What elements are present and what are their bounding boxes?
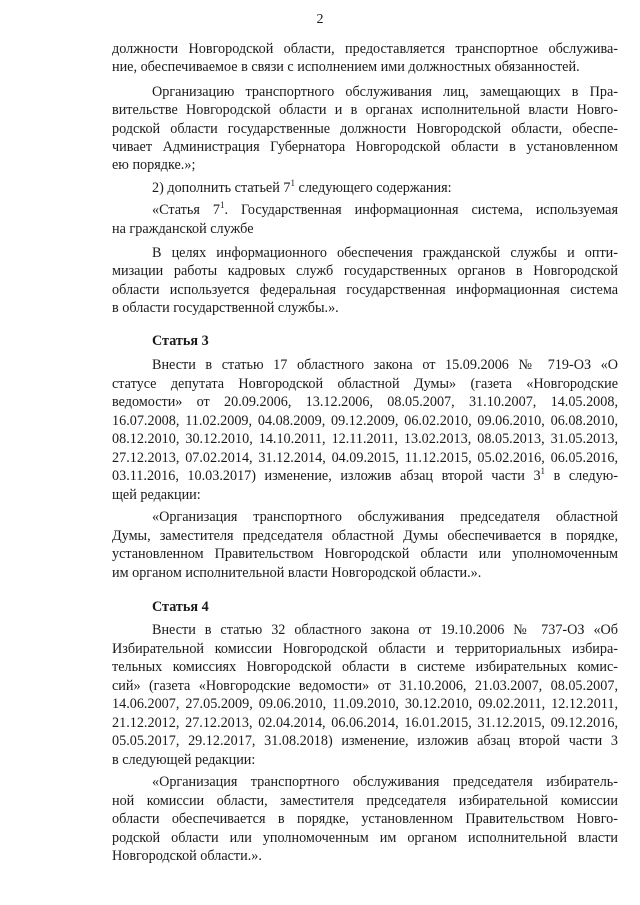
text-line: ведомости» от 20.09.2006, 13.12.2006, 08.05.2007, 31.10.2007, 14.05.2008, xyxy=(112,394,618,410)
quote-line: установленном Правительством Новгородской области или уполномоченным xyxy=(112,546,618,562)
quote-line: «Организация транспортного обслуживания председателя избиратель- xyxy=(152,774,618,790)
quote-line: «Организация транспортного обслуживания председателя областной xyxy=(152,509,618,525)
text-line: Организацию транспортного обслуживания лиц, замещающих в Пра- xyxy=(152,84,618,100)
quote-line: области обеспечивается в порядке, установленном Правительством Новго- xyxy=(112,811,618,827)
article-title-line: на гражданской службе xyxy=(112,221,254,237)
quote-line: ной комиссии области, заместителя председателя избирательной комиссии xyxy=(112,793,618,809)
text-line: должности Новгородской области, предоставляется транспортное обслужива- xyxy=(112,41,618,57)
text-line: области используется федеральная государственная информационная система xyxy=(112,282,618,298)
text-line: родской области государственные должности Новгородской области, обеспе- xyxy=(112,121,618,137)
article-3-heading: Статья 3 xyxy=(152,333,209,349)
text-line: 05.05.2017, 29.12.2017, 31.08.2018) изменение, изложив абзац второй части 3 xyxy=(112,733,618,749)
text-line: 08.12.2010, 30.12.2010, 14.10.2011, 12.11.2011, 13.02.2013, 08.05.2013, 31.05.2013, xyxy=(112,431,618,447)
text-line: ние, обеспечиваемое в связи с исполнением ими должностных обязанностей. xyxy=(112,59,580,75)
text-line: в следующей редакции: xyxy=(112,752,256,768)
text-line: 21.12.2012, 27.12.2013, 02.04.2014, 06.06.2014, 16.01.2015, 31.12.2015, 09.12.2016, xyxy=(112,715,618,731)
quote-line: им органом исполнительной власти Новгородской области.». xyxy=(112,565,482,581)
page-number: 2 xyxy=(316,12,324,27)
text-line: щей редакции: xyxy=(112,487,201,503)
text-line: чивает Администрация Губернатора Новгородской области в установленном xyxy=(112,139,618,155)
text-line: Внести в статью 32 областного закона от 19.10.2006 № 737-ОЗ «Об xyxy=(152,622,618,638)
article-4-heading: Статья 4 xyxy=(152,599,209,615)
text-line: сий» (газета «Новгородские ведомости» от 31.10.2006, 21.03.2007, 08.05.2007, xyxy=(112,678,618,694)
text-line: 14.06.2007, 27.05.2009, 09.06.2010, 11.09.2010, 30.12.2010, 09.02.2011, 12.12.2011, xyxy=(112,696,618,712)
text-line: мизации работы кадровых служб государственных органов в Новгородской xyxy=(112,263,618,279)
text-line: 03.11.2016, 10.03.2017) изменение, изложив абзац второй части $3^1$ в следую- xyxy=(112,466,618,484)
text-line: ею порядке.»; xyxy=(112,157,196,173)
quote-line: Новгородской области.». xyxy=(112,848,262,864)
text-line: в области государственной службы.». xyxy=(112,300,339,316)
text-line: 27.12.2013, 07.02.2014, 31.12.2014, 04.09.2015, 11.12.2015, 05.02.2016, 06.05.2016, xyxy=(112,450,618,466)
quote-line: родской области или уполномоченным им органом исполнительной власти xyxy=(112,830,618,846)
article-title-line: «Статья $7^1$. Государственная информационная система, используемая xyxy=(152,200,618,218)
text-line: вительстве Новгородской области и в органах исполнительной власти Новго- xyxy=(112,102,618,118)
text-line: В целях информационного обеспечения гражданской службы и опти- xyxy=(152,245,618,261)
text-line: 16.07.2008, 11.02.2009, 04.08.2009, 09.12.2009, 06.02.2010, 09.06.2010, 06.08.2010, xyxy=(112,413,618,429)
text-line: Избирательной комиссии Новгородской области и территориальных избира- xyxy=(112,641,618,657)
list-item: 2) дополнить статьей $7^1$ следующего содержания: xyxy=(152,178,452,196)
text-line: Внести в статью 17 областного закона от 15.09.2006 № 719-ОЗ «О xyxy=(152,357,618,373)
text-line: тельных комиссиях Новгородской области в системе избирательных комис- xyxy=(112,659,618,675)
quote-line: Думы, заместителя председателя областной Думы обеспечивается в порядке, xyxy=(112,528,618,544)
text-line: статусе депутата Новгородской областной Думы» (газета «Новгородские xyxy=(112,376,618,392)
